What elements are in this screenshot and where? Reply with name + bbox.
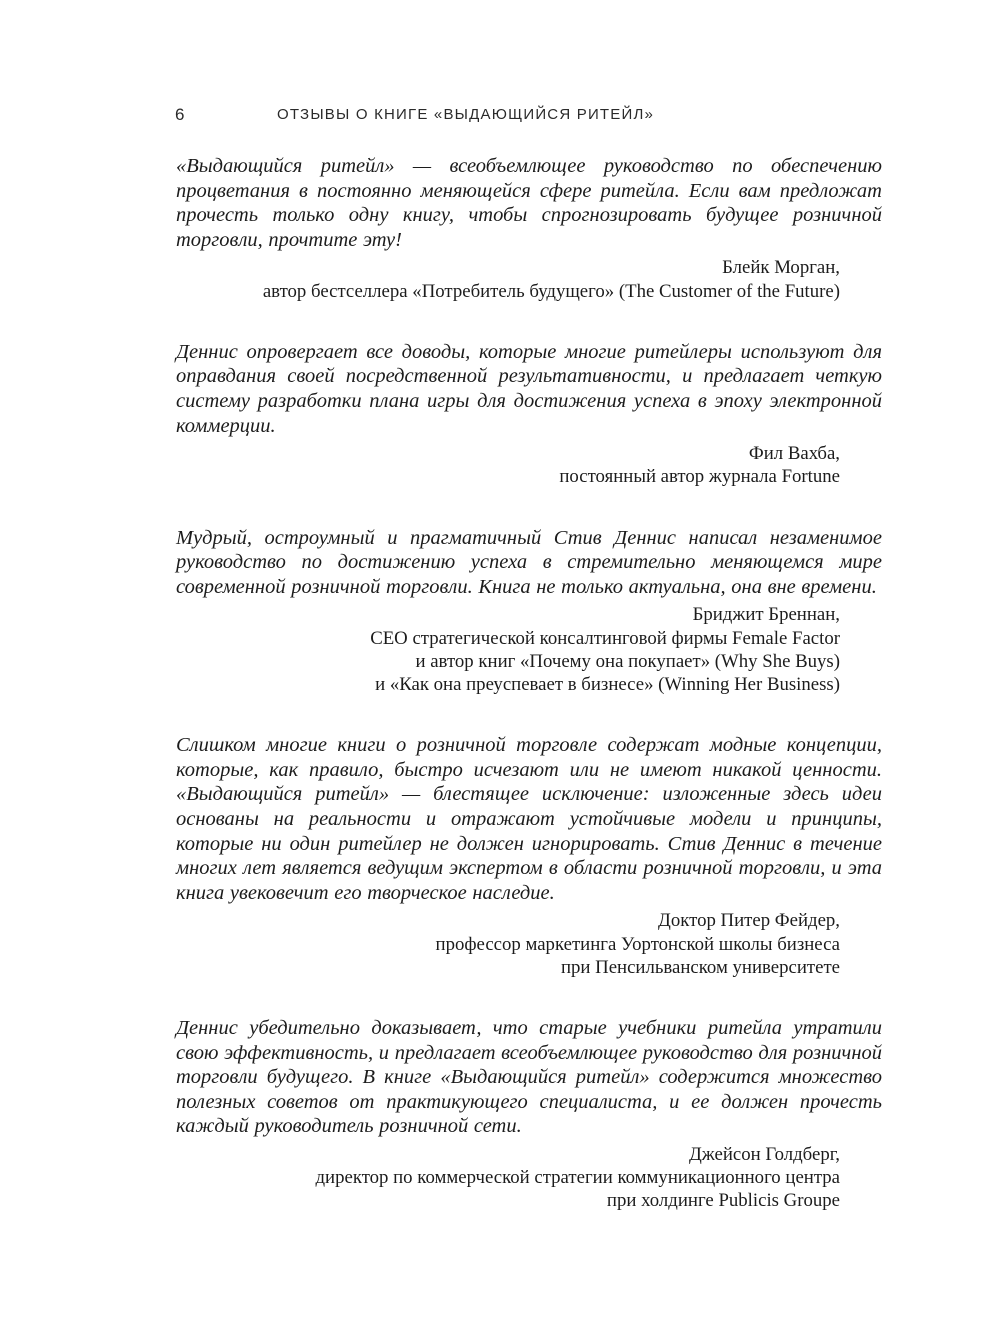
review-author-credential: CEO стратегической консалтинговой фирмы Female Factor — [370, 627, 840, 649]
review-quote: Деннис опровергает все доводы, которые многие ритейлеры используют для оправдания своей посредственной результативности, и предлагает четкую систему разработки плана игры для достижения успеха в эпоху электронной коммерции. — [176, 340, 882, 437]
running-head-title: ОТЗЫВЫ О КНИГЕ «ВЫДАЮЩИЙСЯ РИТЕЙЛ» — [277, 106, 655, 123]
review-quote: Деннис убедительно доказывает, что старые учебники ритейла утратили свою эффективность, и предлагает всеобъемлющее руководство для розничной торговли будущего. В книге «Выдающийся ритейл» содержится множество полезных советов от практикующего специалиста, и ее должен прочесть каждый руководитель розничной сети. — [176, 1016, 882, 1138]
review-author-credential: профессор маркетинга Уортонской школы бизнеса — [435, 933, 840, 955]
review-attribution — [176, 909, 882, 979]
review-author: Джейсон Голдберг, — [689, 1143, 840, 1165]
review — [176, 340, 882, 489]
review-author: Фил Вахба, — [748, 443, 840, 465]
review-author: Блейк Морган, — [722, 257, 840, 279]
review-author: Доктор Питер Фейдер, — [658, 910, 840, 932]
review-quote: «Выдающийся ритейл» — всеобъемлющее руководство по обеспечению процветания в постоянно меняющейся сфере ритейла. Если вам предложат прочесть только одну книгу, чтобы спрогнозировать будущее розничной торговли, прочтите эту! — [176, 155, 882, 251]
review-author-credential: при Пенсильванском университете — [560, 956, 840, 978]
review-attribution — [176, 603, 882, 696]
review — [176, 526, 882, 697]
review — [176, 733, 882, 979]
review-attribution — [176, 442, 882, 488]
review-attribution — [176, 1143, 882, 1213]
review-attribution — [176, 256, 882, 302]
review-author-credential: постоянный автор журнала Fortune — [559, 466, 840, 488]
review-author-credential: и автор книг «Почему она покупает» (Why She Buys) — [415, 650, 840, 672]
review-author: Бриджит Бреннан, — [692, 604, 840, 626]
running-head — [175, 105, 875, 129]
review-quote: Мудрый, остроумный и прагматичный Стив Деннис написал незаменимое руководство по достижению успеха в стремительно меняющемся мире современной розничной торговли. Книга не только актуальна, она вне времени. — [176, 526, 882, 598]
review — [176, 154, 882, 303]
review-author-credential: автор бестселлера «Потребитель будущего» (The Customer of the Future) — [262, 280, 840, 302]
reviews-list — [176, 154, 882, 1250]
review-author-credential: и «Как она преуспевает в бизнесе» (Winning Her Business) — [375, 673, 840, 695]
review-author-credential: директор по коммерческой стратегии коммуникационного центра — [315, 1167, 840, 1189]
review-quote: Слишком многие книги о розничной торговле содержат модные концепции, которые, как правило, быстро исчезают или не имеют никакой ценности. «Выдающийся ритейл» — блестящее исключение: изложенные здесь идеи основаны на реальности и отражают устойчивые модели и принципы, которые ни один ритейлер не должен игнорировать. Стив Деннис в течение многих лет является ведущим экспертом в области розничной торговли, и эта книга увековечит его творческое наследие. — [176, 734, 882, 904]
review — [176, 1016, 882, 1213]
review-author-credential: при холдинге Publicis Groupe — [606, 1190, 840, 1212]
page-number: 6 — [175, 105, 185, 124]
